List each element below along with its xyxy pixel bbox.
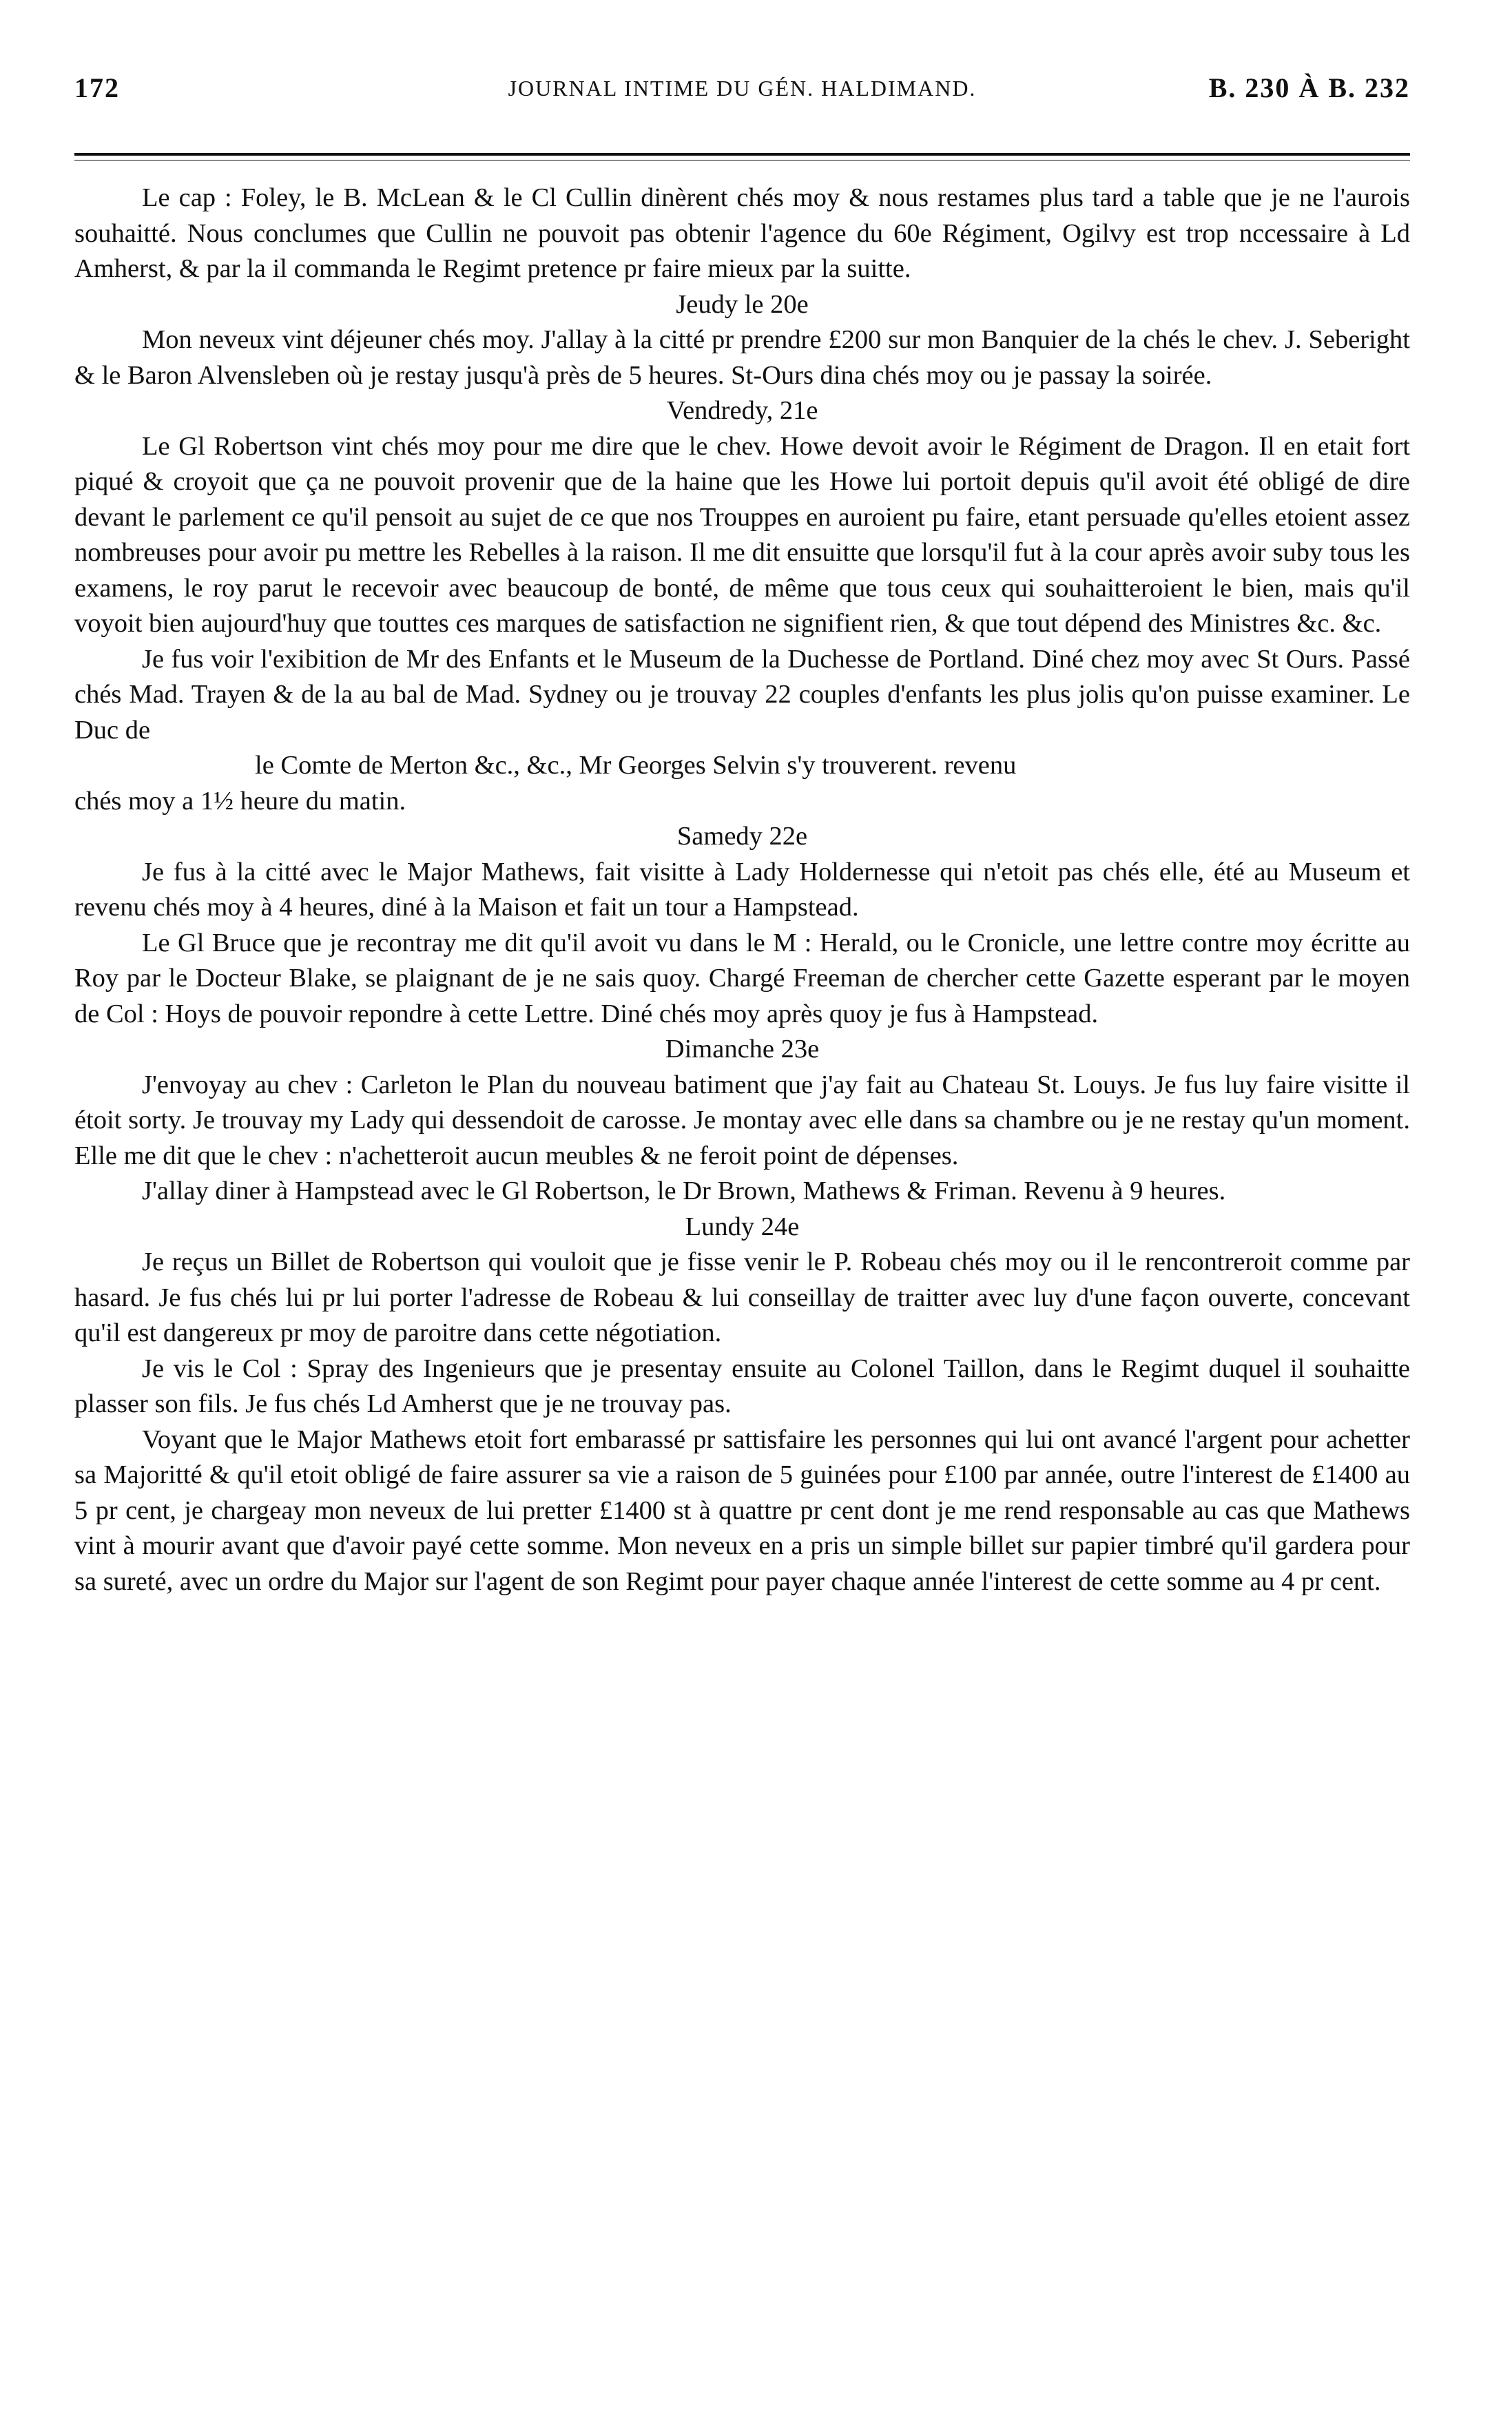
indented-line: le Comte de Merton &c., &c., Mr Georges Selvin s'y trouverent. revenu (255, 751, 1017, 780)
date-heading: Jeudy le 20e (676, 289, 809, 319)
paragraph: Le cap : Foley, le B. McLean & le Cl Cullin dinèrent chés moy & nous restames plus tard a table que je ne l'aurois souhaitté. Nous conclumes que Cullin ne pouvoit pas obtenir l'agence du 60e Régiment, Ogilvy est trop nccessaire à Ld Amherst, & par la il commanda le Regimt pretence pr faire mieux par la suitte. (74, 183, 1410, 283)
date-heading: Dimanche 23e (665, 1035, 820, 1064)
header-rule-thick (74, 153, 1410, 156)
paragraph: Voyant que le Major Mathews etoit fort embarassé pr sattisfaire les personnes qui lui ont avancé l'argent pour achetter sa Majoritté & qu'il etoit obligé de faire assurer sa vie a raison de 5 guinées pour £100 par année, outre l'interest de £1400 au 5 pr cent, je chargeay mon neveux de lui pretter £1400 st à quattre pr cent dont je me rend responsable au cas que Mathews vint à mourir avant que d'avoir payé cette somme. Mon neveux en a pris un simple billet sur papier timbré qu'il gardera pour sa sureté, avec un ordre du Major sur l'agent de son Regimt pour payer chaque année l'interest de cette somme au 4 pr cent. (74, 1424, 1410, 1596)
date-heading: Vendredy, 21e (666, 396, 818, 425)
page-reference: B. 230 À B. 232 (1208, 72, 1410, 103)
paragraph: Je fus voir l'exibition de Mr des Enfants et le Museum de la Duchesse de Portland. Diné chez moy avec St Ours. Passé chés Mad. Trayen & de la au bal de Mad. Sydney ou je trouvay 22 couples d'enfants les plus jolis qu'on puisse examiner. Le Duc de (74, 644, 1410, 745)
paragraph-continuation: chés moy a 1½ heure du matin. (74, 786, 406, 816)
paragraph: Je fus à la citté avec le Major Mathews, fait visitte à Lady Holdernesse qui n'etoit pas chés elle, été au Museum et revenu chés moy à 4 heures, diné à la Maison et fait un tour a Hampstead. (74, 857, 1410, 922)
paragraph: Le Gl Bruce que je recontray me dit qu'il avoit vu dans le M : Herald, ou le Cronicle, une lettre contre moy écritte au Roy par le Docteur Blake, se plaignant de je ne sais quoy. Chargé Freeman de chercher cette Gazette esperant par le moyen de Col : Hoys de pouvoir repondre à cette Lettre. Diné chés moy après quoy je fus à Hampstead. (74, 928, 1410, 1028)
paragraph: Je vis le Col : Spray des Ingenieurs que je presentay ensuite au Colonel Taillon, dans le Regimt duquel il souhaitte plasser son fils. Je fus chés Ld Amherst que je ne trouvay pas. (74, 1354, 1410, 1418)
paragraph: J'envoyay au chev : Carleton le Plan du nouveau batiment que j'ay fait au Chateau St. Louys. Je fus luy faire visitte il étoit sorty. Je trouvay my Lady qui dessendoit de carosse. Je montay avec elle dans sa chambre ou je ne restay qu'un moment. Elle me dit que le chev : n'achetteroit aucun meubles & ne feroit point de dépenses. (74, 1070, 1410, 1170)
paragraph: J'allay diner à Hampstead avec le Gl Robertson, le Dr Brown, Mathews & Friman. Revenu à 9 heures. (142, 1177, 1226, 1205)
date-heading: Samedy 22e (676, 822, 808, 851)
running-title: JOURNAL INTIME DU GÉN. HALDIMAND. (508, 76, 977, 101)
document-body (74, 180, 1410, 1599)
date-heading: Lundy 24e (685, 1212, 800, 1241)
running-header (74, 72, 1410, 113)
paragraph: Le Gl Robertson vint chés moy pour me dire que le chev. Howe devoit avoir le Régiment de Dragon. Il en etait fort piqué & croyoit que ça ne pouvoit provenir que de la haine que les Howe lui portoit depuis qu'il avoit été obligé de dire devant le parlement ce qu'il pensoit au sujet de ce que nos Trouppes en auroient pu faire, etant persuade qu'elles etoient assez nombreuses pour avoir pu mettre les Rebelles à la raison. Il me dit ensuitte que lorsqu'il fut à la cour après avoir suby tous les examens, le roy parut le recevoir avec beaucoup de bonté, de même que tous ceux qui souhaitteroient le bien, mais qu'il voyoit bien aujourd'huy que touttes ces marques de satisfaction ne signifient rien, & que tout dépend des Ministres &c. &c. (74, 431, 1410, 638)
paragraph: Je reçus un Billet de Robertson qui vouloit que je fisse venir le P. Robeau chés moy ou il le rencontreroit comme par hasard. Je fus chés lui pr lui porter l'adresse de Robeau & lui conseillay de traitter avec luy d'une façon ouverte, concevant qu'il est dangereux pr moy de paroitre dans cette négotiation. (74, 1247, 1410, 1347)
page-number: 172 (74, 72, 120, 103)
paragraph: Mon neveux vint déjeuner chés moy. J'allay à la citté pr prendre £200 sur mon Banquier de la chés le chev. J. Seberight & le Baron Alvensleben où je restay jusqu'à près de 5 heures. St-Ours dina chés moy ou je passay la soirée. (74, 325, 1410, 390)
